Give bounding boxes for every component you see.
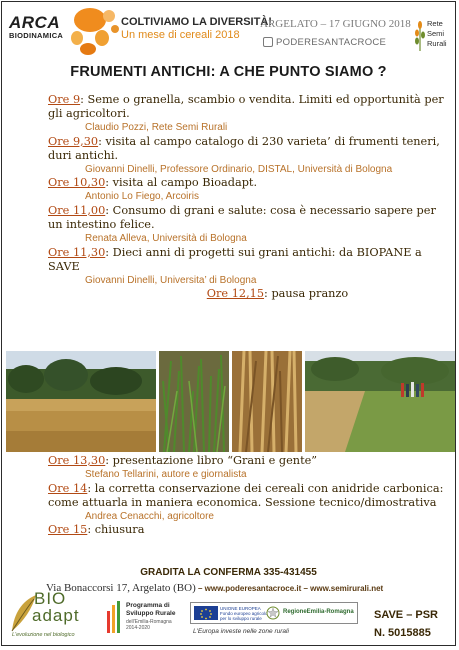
event-series-title: COLTIVIAMO LA DIVERSITÀ! [121,16,272,28]
program-text: : la corretta conservazione dei cereali con anidride carbonica: come attuarla in maniera economica. Sessione tecnico/dimostrativa [48,481,444,509]
save-label: SAVE – PSR [374,609,438,621]
eu-line-2: Fondo europeo agricolo [220,611,268,616]
lunch-break [48,287,456,301]
program-speaker: Andrea Cenacchi, agricoltore [85,510,214,522]
psr-years: 2014-2020 [126,625,150,631]
flyer [1,1,456,646]
program-time: Ore 14 [48,481,88,495]
arca-logo-text: ARCA [9,13,61,32]
program-time: Ore 10,30 [48,176,106,190]
address-text: Via Bonaccorsi 17, Argelato (BO) [46,582,196,594]
lunch-text: : pausa pranzo [264,287,349,301]
program-time: Ore 15 [48,523,88,537]
program-item [48,523,448,537]
arca-logo [9,14,63,40]
podere-logo [263,37,386,48]
program-speaker: Claudio Pozzi, Rete Semi Rurali [85,122,228,134]
websites-text: – www.poderesantacroce.it – www.semirurali.net [195,584,384,593]
program-speaker: Giovanni Dinelli, Universita’ di Bologna [85,274,257,286]
bioadapt-word-2: adapt [32,606,80,625]
save-project-code [374,606,438,642]
rete-line-2: Semi [427,29,445,38]
program-text: : visita al campo Bioadapt. [105,176,258,190]
program-morning [48,93,448,301]
field-visit-photo [305,351,456,452]
psr-logo [106,599,188,639]
bioadapt-word-1: BIO [34,589,67,608]
regione-label: RegioneEmilia-Romagna [283,609,354,615]
program-item [48,176,448,204]
eu-line-1: UNIONE EUROPEA [220,606,261,611]
save-number: N. 5015885 [374,627,431,639]
program-speaker: Antonio Lo Fiego, Arcoiris [85,191,199,203]
diversity-logo-icon [68,5,128,57]
rete-line-3: Rurali [427,39,447,48]
psr-line-1: Programma di [126,602,170,609]
sprouts-photo [159,351,229,452]
program-text: : visita al campo catalogo di 230 varieta’ di frumenti teneri, duri antichi. [48,134,440,162]
bioadapt-logo [8,591,98,645]
wheat-ears-photo [232,351,302,452]
event-series [121,16,272,42]
program-text: : Consumo di grani e salute: cosa è necessario sapere per un intestino felice. [48,203,436,232]
psr-bars-icon [106,601,122,633]
event-date: ARGELATO – 17 GIUGNO 2018 [260,18,411,30]
lunch-time: Ore 12,15 [206,287,265,301]
bioadapt-tagline: L'evoluzione nel biologico [12,632,75,638]
program-time: Ore 11,00 [48,203,106,217]
psr-line-2: Sviluppo Rurale [126,609,176,617]
program-speaker: Giovanni Dinelli, Professore Ordinario, DISTAL, Università di Bologna [85,163,393,175]
program-item [48,204,448,246]
wheat-field-photo [6,351,156,452]
photo-strip [6,351,456,453]
program-text: : chiusura [87,523,145,537]
program-speaker: Renata Alleva, Università di Bologna [85,233,247,245]
podere-logo-text: PODERESANTACROCE [276,37,387,48]
program-item [48,482,448,524]
funding-logos [190,602,358,624]
program-time: Ore 11,30 [48,245,106,259]
header [2,2,455,58]
arca-logo-subtext: BIODINAMICA [9,31,64,40]
eu-flag-icon [194,606,218,620]
psr-line-3: dell'Emilia-Romagna [126,619,172,625]
rete-line-1: Rete [427,19,443,28]
program-item [48,454,448,482]
program-time: Ore 9,30 [48,134,99,148]
podere-mark-icon [263,37,273,47]
rsvp-note: GRADITA LA CONFERMA 335-431455 [140,567,317,578]
program-text: : Dieci anni di progetti sui grani antichi: da BIOPANE a SAVE [48,245,422,273]
wheat-icon [414,21,425,51]
program-time: Ore 13,30 [48,454,106,467]
program-item [48,135,448,177]
program-text: : presentazione libro “Grani e gente” [105,454,318,467]
eu-line-3: per lo sviluppo rurale [220,616,262,621]
page-title: FRUMENTI ANTICHI: A CHE PUNTO SIAMO ? [70,64,387,80]
italian-republic-emblem-icon [266,606,280,620]
program-item [48,246,448,288]
program-speaker: Stefano Tellarini, autore e giornalista [85,469,247,481]
eu-tagline: L'Europa investe nelle zone rurali [193,628,289,635]
program-item [48,93,448,135]
program-text: : Seme o granella, scambio o vendita. Limiti ed opportunità per gli agricoltori. [48,93,444,121]
program-time: Ore 9 [48,93,81,106]
rete-semi-rurali-logo [414,19,454,55]
event-series-subtitle: Un mese di cereali 2018 [121,29,240,41]
program-afternoon [48,454,448,537]
